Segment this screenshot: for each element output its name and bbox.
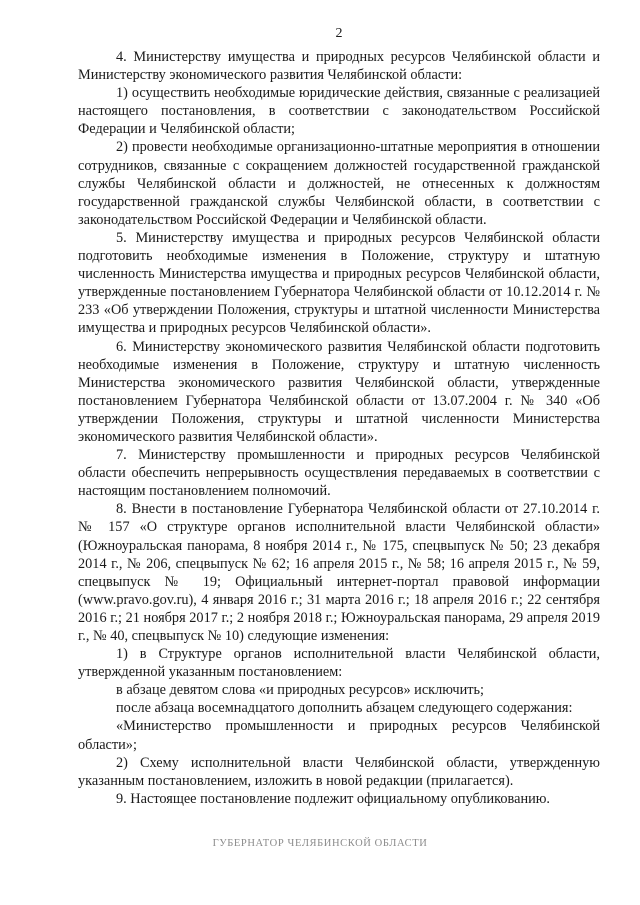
document-page xyxy=(78,26,600,808)
paragraph-4-item-2: 2) провести необходимые организационно-штатные мероприятия в отношении сотрудников, связанные с сокращением должностей государственной гражданской службы Челябинской области и должностей, не отнесенных к должностям государственной гражданской службы Челябинской области, в соответствии с законодательством Российской Федерации и Челябинской области. xyxy=(78,139,600,228)
paragraph-8-item-1: 1) в Структуре органов исполнительной власти Челябинской области, утвержденной указанным постановлением: xyxy=(78,646,600,681)
paragraph-6: 6. Министерству экономического развития Челябинской области подготовить необходимые изменения в Положение, структуру и штатную численность Министерства экономического развития Челябинской области, утвержденные постановлением Губернатора Челябинской области от 13.07.2004 г. № 340 «Об утверждении Положения, структуры и штатной численности Министерства экономического развития Челябинской области». xyxy=(78,338,600,445)
page-number: 2 xyxy=(335,26,343,41)
paragraph-4: 4. Министерству имущества и природных ресурсов Челябинской области и Министерству экономического развития Челябинской области: xyxy=(78,49,600,84)
paragraph-7: 7. Министерству промышленности и природных ресурсов Челябинской области обеспечить непрерывность осуществления передаваемых в соответствии с настоящим постановлением полномочий. xyxy=(78,447,600,500)
paragraph-9: 9. Настоящее постановление подлежит официальному опубликованию. xyxy=(116,790,551,807)
paragraph-8: 8. Внести в постановление Губернатора Челябинской области от 27.10.2014 г. № 157 «О структуре органов исполнительной власти Челябинской области» (Южноуральская панорама, 8 ноября 2014 г., № 175, спецвыпуск № 50; 23 декабря 2014 г., № 206, спецвыпуск № 62; 16 апреля 2015 г., № 58; 16 апреля 2015 г., № 59, спецвыпуск № 19; Официальный интернет-портал правовой информации (www.pravo.gov.ru), 4 января 2016 г.; 31 марта 2016 г.; 18 апреля 2016 г.; 22 сентября 2016 г.; 21 ноября 2017 г.; 2 ноября 2018 г.; Южноуральская панорама, 29 апреля 2019 г., № 40, спецвыпуск № 10) следующие изменения: xyxy=(78,501,600,644)
paragraph-8-item-1-a: в абзаце девятом слова «и природных ресурсов» исключить; xyxy=(116,682,484,699)
paragraph-8-item-1-b: после абзаца восемнадцатого дополнить абзацем следующего содержания: xyxy=(116,700,573,717)
footer-watermark: ГУБЕРНАТОР ЧЕЛЯБИНСКОЙ ОБЛАСТИ xyxy=(212,838,428,849)
paragraph-8-item-1-quote: «Министерство промышленности и природных ресурсов Челябинской области»; xyxy=(78,718,600,753)
paragraph-5: 5. Министерству имущества и природных ресурсов Челябинской области подготовить необходимые изменения в Положение, структуру и штатную численность Министерства имущества и природных ресурсов Челябинской области, утвержденные постановлением Губернатора Челябинской области от 10.12.2014 г. № 233 «Об утверждении Положения, структуры и штатной численности Министерства имущества и природных ресурсов Челябинской области». xyxy=(78,229,600,337)
paragraph-8-item-2: 2) Схему исполнительной власти Челябинской области, утвержденную указанным постановлением, изложить в новой редакции (прилагается). xyxy=(78,754,600,789)
paragraph-4-item-1: 1) осуществить необходимые юридические действия, связанные с реализацией настоящего постановления, в соответствии с законодательством Российской Федерации и Челябинской области; xyxy=(78,85,600,138)
